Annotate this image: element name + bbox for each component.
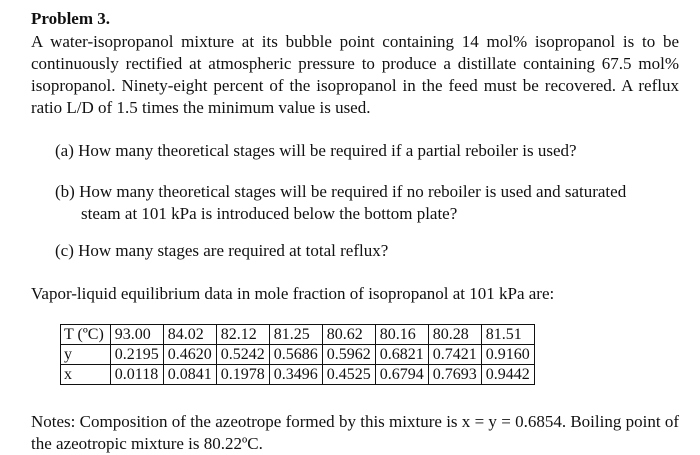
table-cell: 0.5686	[269, 345, 322, 365]
table-cell: 0.3496	[269, 365, 322, 385]
table-row-y	[61, 345, 535, 365]
question-a: (a) How many theoretical stages will be required if a partial reboiler is used?	[55, 141, 577, 160]
table-cell: 0.6821	[375, 345, 428, 365]
table-cell: 0.4525	[322, 365, 375, 385]
table-row-temperature	[61, 325, 535, 345]
notes: Notes: Composition of the azeotrope formed by this mixture is x = y = 0.6854. Boiling point of the azeotropic mixture is 80.22ºC.	[31, 412, 679, 453]
table-cell: 0.5242	[216, 345, 269, 365]
table-cell: 0.4620	[163, 345, 216, 365]
question-c: (c) How many stages are required at total reflux?	[55, 241, 389, 260]
table-cell: 0.7693	[428, 365, 481, 385]
table-cell: 82.12	[216, 325, 269, 345]
question-b-line2: steam at 101 kPa is introduced below the bottom plate?	[81, 204, 458, 223]
table-cell: 81.51	[481, 325, 534, 345]
table-cell: 0.5962	[322, 345, 375, 365]
row-header-temperature: T (ºC)	[61, 325, 111, 345]
vle-data-table	[60, 324, 535, 385]
table-cell: 80.62	[322, 325, 375, 345]
table-cell: 0.9442	[481, 365, 534, 385]
table-cell: 0.1978	[216, 365, 269, 385]
table-cell: 0.0841	[163, 365, 216, 385]
table-cell: 0.2195	[110, 345, 163, 365]
table-cell: 81.25	[269, 325, 322, 345]
table-cell: 0.0118	[110, 365, 163, 385]
vle-intro: Vapor-liquid equilibrium data in mole fraction of isopropanol at 101 kPa are:	[31, 284, 555, 303]
problem-title: Problem 3.	[31, 9, 111, 28]
table-cell: 0.6794	[375, 365, 428, 385]
table-cell: 0.7421	[428, 345, 481, 365]
question-b	[55, 181, 695, 225]
table-cell: 80.28	[428, 325, 481, 345]
question-b-line1: (b) How many theoretical stages will be required if no reboiler is used and saturated	[55, 182, 627, 201]
table-cell: 0.9160	[481, 345, 534, 365]
row-header-x: x	[61, 365, 111, 385]
table-cell: 80.16	[375, 325, 428, 345]
table-cell: 84.02	[163, 325, 216, 345]
table-row-x	[61, 365, 535, 385]
row-header-y: y	[61, 345, 111, 365]
problem-statement: A water-isopropanol mixture at its bubble point containing 14 mol% isopropanol is to be continuously rectified at atmospheric pressure to produce a distillate containing 67.5 mol% isopropanol. Ninety-eight percent of the isopropanol in the feed must be recovered. A reflux ratio L/D of 1.5 times the minimum value is used.	[31, 32, 679, 117]
table-cell: 93.00	[110, 325, 163, 345]
